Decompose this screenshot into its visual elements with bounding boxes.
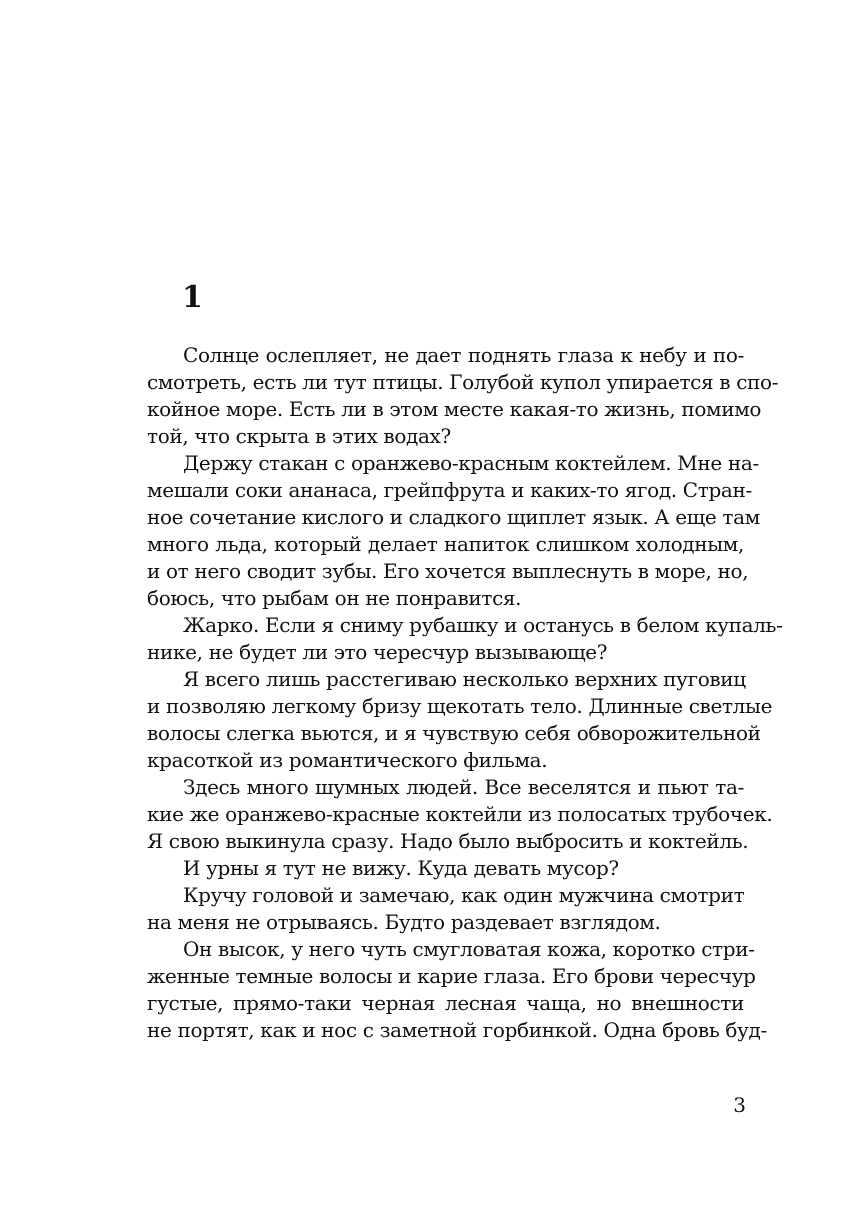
text-line: нике, не будет ли это чересчур вызывающе?: [147, 640, 608, 664]
paragraph: [147, 936, 767, 1044]
text-line: Я свою выкинула сразу. Надо было выбросить и коктейль.: [147, 829, 749, 853]
text-line: Кручу головой и замечаю, как один мужчина смотрит: [183, 883, 745, 907]
text-line: Держу стакан с оранжево-красным коктейлем. Мне на-: [183, 451, 759, 475]
text-line: Солнце ослепляет, не дает поднять глаза к небу и по-: [183, 343, 744, 367]
paragraph: [147, 882, 744, 936]
text-line: женные темные волосы и карие глаза. Его брови чересчур: [147, 964, 756, 988]
text-line: смотреть, есть ли тут птицы. Голубой купол упирается в спо-: [147, 370, 779, 394]
text-line: кие же оранжево-красные коктейли из полосатых трубочек.: [147, 802, 773, 826]
text-line: волосы слегка вьются, и я чувствую себя обворожительной: [147, 721, 761, 745]
text-line: И урны я тут не вижу. Куда девать мусор?: [183, 856, 619, 880]
text-line: койное море. Есть ли в этом месте какая-то жизнь, помимо: [147, 397, 762, 421]
text-line: густые, прямо-таки черная лесная чаща, но внешности: [147, 991, 744, 1015]
text-line: той, что скрыта в этих водах?: [147, 424, 451, 448]
text-line: Я всего лишь расстегиваю несколько верхних пуговиц: [183, 667, 746, 691]
text-line: и позволяю легкому бризу щекотать тело. Длинные светлые: [147, 694, 773, 718]
paragraph: [147, 774, 773, 855]
paragraph: [147, 855, 744, 882]
text-line: ное сочетание кислого и сладкого щиплет язык. А еще там: [147, 505, 760, 529]
text-line: Жарко. Если я сниму рубашку и останусь в белом купаль-: [183, 613, 783, 637]
paragraph: [147, 612, 783, 666]
paragraph: [147, 450, 760, 612]
page-number: 3: [733, 1093, 746, 1117]
text-line: боюсь, что рыбам он не понравится.: [147, 586, 522, 610]
text-line: и от него сводит зубы. Его хочется выплеснуть в море, но,: [147, 559, 749, 583]
text-line: на меня не отрываясь. Будто раздевает взглядом.: [147, 910, 661, 934]
text-line: Он высок, у него чуть смугловатая кожа, коротко стри-: [183, 937, 755, 961]
paragraph: [147, 342, 779, 450]
text-line: мешали соки ананаса, грейпфрута и каких-то ягод. Стран-: [147, 478, 752, 502]
text-line: не портят, как и нос с заметной горбинкой. Одна бровь буд-: [147, 1018, 767, 1042]
text-line: красоткой из романтического фильма.: [147, 748, 548, 772]
text-line: много льда, который делает напиток слишком холодным,: [147, 532, 744, 556]
paragraph: [147, 666, 773, 774]
chapter-number: 1: [182, 280, 203, 315]
chapter-text: [147, 342, 783, 1044]
text-line: Здесь много шумных людей. Все веселятся и пьют та-: [183, 775, 744, 799]
